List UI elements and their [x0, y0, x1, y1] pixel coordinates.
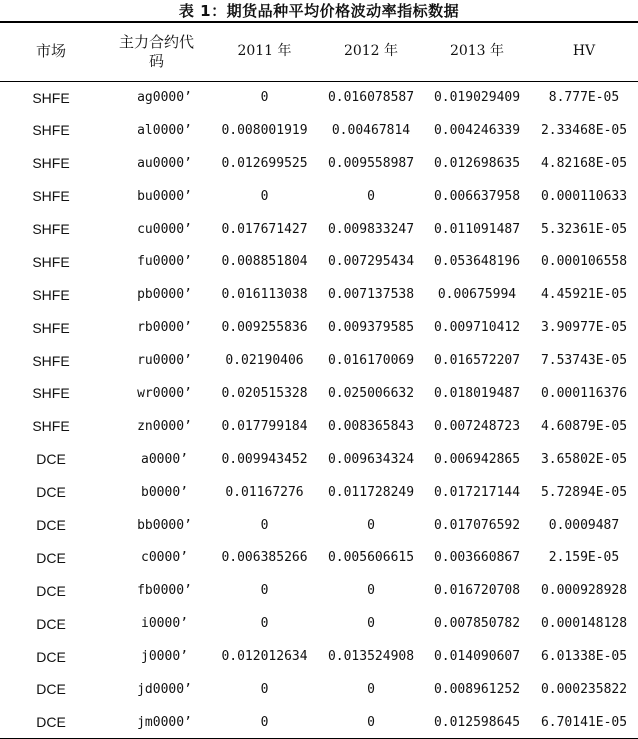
cell-market: SHFE	[32, 122, 70, 139]
cell-year-2013: 0.012698635	[433, 155, 521, 171]
cell-year-2013: 0.017217144	[433, 484, 521, 500]
cell-year-2012: 0.009379585	[327, 320, 415, 336]
table-row	[0, 147, 638, 180]
cell-year-2013: 0.006637958	[433, 188, 521, 204]
table-row	[0, 607, 638, 640]
cell-contract-code: i0000’	[141, 616, 188, 632]
cell-year-2011: 0	[211, 706, 318, 739]
cell-contract-code: ag0000’	[137, 90, 192, 106]
cell-contract-code: pb0000’	[137, 287, 192, 303]
cell-market: DCE	[36, 549, 66, 566]
cell-year-2012: 0	[318, 706, 424, 739]
cell-year-2013: 0.007248723	[433, 418, 521, 434]
header-year-2013: 2013 年	[424, 22, 530, 81]
header-year-2011: 2011 年	[211, 22, 318, 81]
cell-year-2012: 0.008365843	[327, 418, 415, 434]
table-row	[0, 640, 638, 673]
cell-year-2011: 0.017799184	[221, 418, 308, 434]
cell-year-2012: 0.013524908	[327, 649, 415, 665]
cell-market: SHFE	[32, 188, 70, 205]
cell-year-2012: 0.025006632	[327, 385, 415, 401]
cell-year-2013: 0.017076592	[433, 517, 521, 533]
cell-year-2012: 0.016170069	[327, 353, 415, 369]
cell-year-2012: 0.009558987	[327, 155, 415, 171]
cell-year-2013: 0.003660867	[433, 550, 521, 566]
cell-market: SHFE	[32, 319, 70, 336]
cell-hv: 0.0009487	[548, 517, 620, 533]
cell-contract-code: jd0000’	[137, 681, 192, 697]
cell-year-2012: 0	[367, 188, 375, 204]
cell-year-2012: 0.007295434	[327, 254, 415, 270]
cell-market: SHFE	[32, 221, 70, 237]
cell-hv: 0.000928928	[540, 583, 628, 599]
cell-contract-code: j0000’	[141, 649, 188, 665]
cell-market: DCE	[36, 648, 66, 665]
cell-year-2011: 0	[260, 188, 269, 204]
cell-year-2012: 0	[367, 583, 375, 599]
cell-year-2012: 0	[367, 616, 375, 632]
table-row	[0, 673, 638, 706]
cell-market: SHFE	[32, 385, 70, 402]
table-row	[0, 706, 638, 739]
table-row	[0, 245, 638, 278]
cell-contract-code: a0000’	[141, 451, 188, 467]
cell-year-2013: 0.016720708	[433, 583, 521, 599]
cell-year-2012: 0.016078587	[327, 90, 415, 106]
header-contract-code	[102, 22, 211, 81]
cell-market: SHFE	[32, 352, 70, 369]
cell-year-2013: 0.014090607	[433, 649, 521, 665]
header-market: 市场	[0, 22, 102, 81]
cell-year-2013: 0.00675994	[437, 287, 517, 303]
cell-year-2011: 0.02190406	[225, 353, 304, 369]
cell-hv: 0.000235822	[540, 681, 628, 697]
cell-market: DCE	[0, 706, 102, 739]
table-row	[0, 344, 638, 377]
cell-year-2013: 0.016572207	[433, 353, 521, 369]
cell-hv: 2.33468E-05	[540, 122, 628, 138]
cell-year-2011: 0.008851804	[221, 254, 308, 270]
table-row	[0, 377, 638, 410]
cell-hv: 0.000110633	[540, 188, 628, 204]
volatility-table	[0, 21, 638, 739]
cell-year-2011: 0.01167276	[225, 484, 304, 500]
cell-year-2013: 0.019029409	[433, 90, 521, 106]
header-year-2012: 2012 年	[318, 22, 424, 81]
cell-market: DCE	[36, 451, 66, 468]
cell-market: DCE	[36, 681, 66, 698]
cell-hv: 3.65802E-05	[540, 451, 628, 467]
cell-year-2013: 0.008961252	[433, 681, 521, 697]
cell-market: SHFE	[32, 89, 70, 106]
cell-contract-code: jm0000’	[102, 706, 211, 739]
table-row	[0, 509, 638, 542]
cell-market: DCE	[36, 484, 66, 501]
cell-year-2012: 0.007137538	[327, 287, 415, 303]
cell-contract-code: b0000’	[141, 484, 188, 500]
cell-hv: 7.53743E-05	[540, 353, 628, 369]
table-row	[0, 81, 638, 114]
cell-year-2013: 0.011091487	[433, 221, 521, 237]
cell-market: SHFE	[32, 253, 70, 270]
cell-market: DCE	[36, 582, 66, 599]
table-header-row	[0, 22, 638, 81]
table-row	[0, 278, 638, 311]
cell-year-2011: 0.006385266	[221, 550, 308, 566]
cell-year-2011: 0	[260, 681, 269, 697]
cell-year-2012: 0.011728249	[327, 484, 415, 500]
cell-year-2013: 0.007850782	[433, 616, 521, 632]
cell-contract-code: wr0000’	[137, 385, 192, 401]
cell-contract-code: bb0000’	[137, 517, 192, 533]
table-row	[0, 180, 638, 213]
cell-market: DCE	[36, 517, 66, 534]
table-row	[0, 476, 638, 509]
cell-hv: 6.01338E-05	[540, 649, 628, 665]
cell-hv: 4.60879E-05	[540, 418, 628, 434]
cell-contract-code: bu0000’	[137, 188, 192, 204]
cell-hv: 6.70141E-05	[530, 706, 638, 739]
cell-contract-code: al0000’	[137, 122, 192, 138]
cell-year-2013: 0.053648196	[433, 254, 521, 270]
cell-contract-code: ru0000’	[137, 353, 192, 369]
cell-year-2011: 0.008001919	[221, 122, 308, 138]
cell-market: SHFE	[32, 155, 70, 172]
cell-hv: 0.000148128	[540, 616, 628, 632]
cell-contract-code: zn0000’	[137, 418, 192, 434]
cell-year-2011: 0.020515328	[221, 385, 308, 401]
cell-year-2013: 0.018019487	[433, 385, 521, 401]
cell-year-2011: 0	[260, 616, 269, 632]
cell-contract-code: au0000’	[137, 155, 192, 171]
cell-year-2013: 0.006942865	[433, 451, 521, 467]
cell-year-2011: 0.009255836	[221, 320, 308, 336]
cell-hv: 5.32361E-05	[540, 221, 628, 237]
table-row	[0, 410, 638, 443]
cell-market: SHFE	[32, 286, 70, 303]
cell-year-2012: 0	[367, 681, 375, 697]
header-contract-code-line1: 主力合约代	[118, 32, 194, 51]
cell-year-2011: 0.009943452	[221, 451, 308, 467]
table-row	[0, 541, 638, 574]
cell-contract-code: cu0000’	[137, 221, 192, 237]
cell-market: DCE	[36, 615, 66, 632]
table-row	[0, 213, 638, 246]
cell-hv: 5.72894E-05	[540, 484, 628, 500]
cell-hv: 0.000116376	[540, 385, 628, 401]
table-row	[0, 443, 638, 476]
cell-year-2011: 0.012699525	[221, 155, 308, 171]
cell-hv: 3.90977E-05	[540, 320, 628, 336]
cell-year-2011: 0	[260, 583, 269, 599]
table-row	[0, 311, 638, 344]
table-body	[0, 81, 638, 739]
cell-hv: 4.82168E-05	[540, 155, 628, 171]
cell-contract-code: fu0000’	[137, 254, 192, 270]
cell-year-2011: 0.017671427	[221, 221, 308, 237]
cell-contract-code: c0000’	[141, 550, 188, 566]
cell-hv: 2.159E-05	[548, 550, 620, 566]
cell-year-2012: 0.009634324	[327, 451, 415, 467]
cell-year-2011: 0	[260, 90, 269, 106]
cell-year-2012: 0	[367, 517, 375, 533]
cell-year-2012: 0.005606615	[327, 550, 415, 566]
cell-hv: 4.45921E-05	[540, 287, 628, 303]
cell-contract-code: rb0000’	[137, 320, 192, 336]
header-hv: HV	[530, 22, 638, 81]
cell-year-2011: 0	[260, 517, 269, 533]
cell-year-2013: 0.009710412	[433, 320, 521, 336]
cell-year-2011: 0.016113038	[221, 287, 308, 303]
cell-market: SHFE	[32, 418, 70, 435]
table-caption: 表 1：期货品种平均价格波动率指标数据	[178, 2, 460, 20]
cell-hv: 0.000106558	[540, 254, 628, 270]
cell-year-2012: 0.00467814	[331, 122, 411, 138]
table-row	[0, 114, 638, 147]
cell-year-2011: 0.012012634	[221, 649, 308, 665]
table-row	[0, 574, 638, 607]
cell-year-2013: 0.004246339	[433, 122, 521, 138]
header-contract-code-line2: 码	[148, 51, 164, 70]
cell-contract-code: fb0000’	[137, 583, 192, 599]
cell-year-2012: 0.009833247	[327, 221, 415, 237]
cell-hv: 8.777E-05	[548, 90, 620, 106]
cell-year-2013: 0.012598645	[424, 706, 530, 739]
